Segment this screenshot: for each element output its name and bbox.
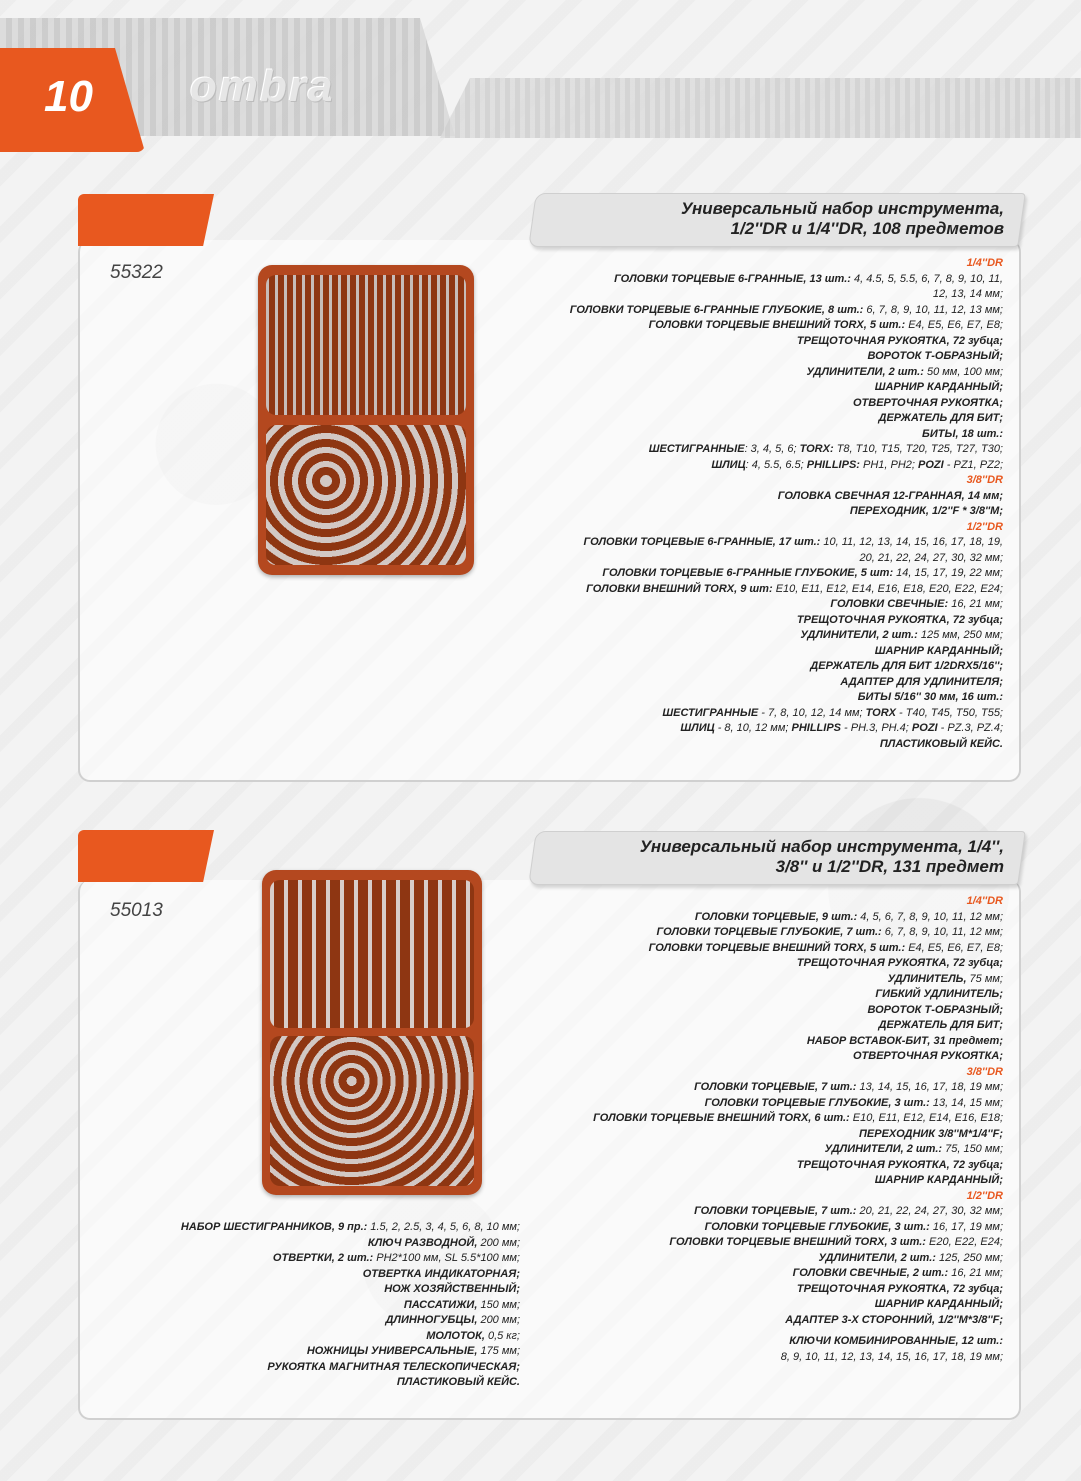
drive-size-heading: 1/2''DR bbox=[966, 520, 1003, 533]
spec-line: ШЛИЦ - 8, 10, 12 мм; PHILLIPS - PH.3, PH.4; POZI - PZ.3, PZ.4; bbox=[680, 722, 1003, 734]
spec-line: ГОЛОВКИ СВЕЧНЫЕ: 16, 21 мм; bbox=[830, 598, 1003, 610]
spec-line: НОЖНИЦЫ УНИВЕРСАЛЬНЫЕ, 175 мм; bbox=[306, 1345, 520, 1357]
spec-line: ГОЛОВКИ ТОРЦЕВЫЕ 6-ГРАННЫЕ, 13 шт.: 4, 4.5, 5, 5.5, 6, 7, 8, 9, 10, 11, bbox=[614, 272, 1003, 285]
section-tab bbox=[78, 830, 214, 882]
header-stripe-right bbox=[440, 78, 1081, 138]
spec-line: ШАРНИР КАРДАННЫЙ; bbox=[874, 644, 1003, 657]
spec-line: ВОРОТОК Т-ОБРАЗНЫЙ; bbox=[867, 1003, 1003, 1016]
drive-size-heading: 1/4''DR bbox=[966, 895, 1003, 907]
spec-line: ГОЛОВКИ ТОРЦЕВЫЕ ГЛУБОКИЕ, 3 шт.: 13, 14, 15 мм; bbox=[704, 1096, 1003, 1109]
spec-line: БИТЫ, 18 шт.: bbox=[922, 427, 1003, 440]
spec-line: НАБОР ВСТАВОК-БИТ, 31 предмет; bbox=[806, 1034, 1003, 1047]
page-number: 10 bbox=[44, 72, 93, 121]
drive-size-heading: 3/8''DR bbox=[966, 474, 1003, 486]
article-number: 55013 bbox=[110, 900, 163, 921]
spec-line: ТРЕЩОТОЧНАЯ РУКОЯТКА, 72 зубца; bbox=[796, 1158, 1003, 1171]
spec-line: ГОЛОВКИ ТОРЦЕВЫЕ ГЛУБОКИЕ, 3 шт.: 16, 17, 19 мм; bbox=[704, 1220, 1003, 1233]
spec-line: ГОЛОВКИ ТОРЦЕВЫЕ ГЛУБОКИЕ, 7 шт.: 6, 7, 8, 9, 10, 11, 12 мм; bbox=[656, 926, 1003, 938]
spec-line: УДЛИНИТЕЛЬ, 75 мм; bbox=[887, 972, 1003, 985]
spec-line: ТРЕЩОТОЧНАЯ РУКОЯТКА, 72 зубца; bbox=[796, 613, 1003, 626]
product-title bbox=[534, 837, 1004, 877]
spec-line: ГОЛОВКИ ТОРЦЕВЫЕ, 9 шт.: 4, 5, 6, 7, 8, 9, 10, 11, 12 мм; bbox=[694, 910, 1003, 923]
spec-line: ГОЛОВКИ СВЕЧНЫЕ, 2 шт.: 16, 21 мм; bbox=[792, 1267, 1003, 1279]
tool-case-image bbox=[258, 265, 474, 575]
spec-line: ДЛИННОГУБЦЫ, 200 мм; bbox=[385, 1314, 520, 1326]
case-base bbox=[270, 1036, 474, 1186]
spec-line: ШАРНИР КАРДАННЫЙ; bbox=[874, 1174, 1003, 1186]
spec-line: ГОЛОВКИ ТОРЦЕВЫЕ ВНЕШНИЙ TORX, 5 шт.: E4, E5, E6, E7, E8; bbox=[648, 941, 1003, 954]
spec-list bbox=[483, 894, 1003, 1365]
title-line-1: Универсальный набор инструмента, 1/4'', bbox=[639, 837, 1004, 856]
brand-logo: ombra bbox=[190, 62, 335, 111]
drive-size-heading: 1/2''DR bbox=[966, 1189, 1003, 1202]
spec-line: ТРЕЩОТОЧНАЯ РУКОЯТКА, 72 зубца; bbox=[796, 334, 1003, 347]
spec-line: ГОЛОВКИ ТОРЦЕВЫЕ ВНЕШНИЙ TORX, 3 шт.: E20, E22, E24; bbox=[669, 1236, 1003, 1248]
spec-line: ШАРНИР КАРДАННЫЙ; bbox=[874, 1298, 1003, 1310]
spec-line: ГОЛОВКИ ТОРЦЕВЫЕ 6-ГРАННЫЕ ГЛУБОКИЕ, 5 шт: 14, 15, 17, 19, 22 мм; bbox=[602, 567, 1003, 579]
spec-line: АДАПТЕР 3-Х СТОРОННИЙ, 1/2''M*3/8''F; bbox=[785, 1313, 1003, 1326]
spec-list-left bbox=[120, 1220, 520, 1391]
spec-line: МОЛОТОК, 0,5 кг; bbox=[426, 1329, 520, 1342]
spec-line: ДЕРЖАТЕЛЬ ДЛЯ БИТ; bbox=[878, 1019, 1003, 1031]
spec-line: ШЕСТИГРАННЫЕ - 7, 8, 10, 12, 14 мм; TORX - T40, T45, T50, T55; bbox=[662, 706, 1003, 719]
title-line-1: Универсальный набор инструмента, bbox=[680, 199, 1004, 218]
spec-line: ГОЛОВКИ ТОРЦЕВЫЕ, 7 шт.: 20, 21, 22, 24, 27, 30, 32 мм; bbox=[694, 1205, 1003, 1217]
spec-line: ГОЛОВКИ ТОРЦЕВЫЕ ВНЕШНИЙ TORX, 5 шт.: E4, E5, E6, E7, E8; bbox=[648, 319, 1003, 331]
spec-line: УДЛИНИТЕЛИ, 2 шт.: 125 мм, 250 мм; bbox=[800, 629, 1003, 641]
spec-line: РУКОЯТКА МАГНИТНАЯ ТЕЛЕСКОПИЧЕСКАЯ; bbox=[267, 1360, 520, 1373]
spec-line: БИТЫ 5/16'' 30 мм, 16 шт.: bbox=[857, 691, 1003, 703]
spec-line: ДЕРЖАТЕЛЬ ДЛЯ БИТ 1/2DRX5/16''; bbox=[810, 660, 1003, 672]
product-title bbox=[534, 199, 1004, 239]
spec-line: УДЛИНИТЕЛИ, 2 шт.: 50 мм, 100 мм; bbox=[806, 365, 1003, 378]
spec-list bbox=[483, 256, 1003, 752]
spec-line: ГОЛОВКА СВЕЧНАЯ 12-ГРАННАЯ, 14 мм; bbox=[777, 489, 1003, 502]
spec-line: КЛЮЧ РАЗВОДНОЙ, 200 мм; bbox=[367, 1236, 520, 1249]
spec-line: ГОЛОВКИ ВНЕШНИЙ TORX, 9 шт: E10, E11, E12, E14, E16, E18, E20, E22, E24; bbox=[586, 582, 1003, 595]
spec-line: ШАРНИР КАРДАННЫЙ; bbox=[874, 381, 1003, 393]
spec-line: УДЛИНИТЕЛИ, 2 шт.: 75, 150 мм; bbox=[824, 1143, 1003, 1155]
spec-line: УДЛИНИТЕЛИ, 2 шт.: 125, 250 мм; bbox=[818, 1251, 1003, 1264]
spec-line: ОТВЕРТКИ, 2 шт.: PH2*100 мм, SL 5.5*100 мм; bbox=[272, 1252, 520, 1264]
spec-line: ГОЛОВКИ ТОРЦЕВЫЕ, 7 шт.: 13, 14, 15, 16, 17, 18, 19 мм; bbox=[694, 1081, 1003, 1093]
section-tab bbox=[78, 194, 214, 246]
title-line-2: 3/8'' и 1/2''DR, 131 предмет bbox=[775, 857, 1004, 876]
tool-case-image bbox=[262, 870, 482, 1195]
spec-line: НОЖ ХОЗЯЙСТВЕННЫЙ; bbox=[384, 1283, 520, 1295]
spec-line: ОТВЕРТОЧНАЯ РУКОЯТКА; bbox=[852, 396, 1003, 409]
case-lid bbox=[270, 880, 474, 1028]
case-base bbox=[266, 425, 466, 565]
spec-line: ГОЛОВКИ ТОРЦЕВЫЕ 6-ГРАННЫЕ ГЛУБОКИЕ, 8 шт.: 6, 7, 8, 9, 10, 11, 12, 13 мм; bbox=[569, 303, 1003, 316]
spec-line: ТРЕЩОТОЧНАЯ РУКОЯТКА, 72 зубца; bbox=[796, 1282, 1003, 1295]
spec-line: ПАССАТИЖИ, 150 мм; bbox=[403, 1298, 520, 1311]
spec-line: ОТВЕРТКА ИНДИКАТОРНАЯ; bbox=[362, 1267, 520, 1280]
spec-line: 12, 13, 14 мм; bbox=[932, 288, 1003, 300]
spec-line: ПЕРЕХОДНИК 3/8''M*1/4''F; bbox=[858, 1127, 1003, 1140]
spec-line: НАБОР ШЕСТИГРАННИКОВ, 9 пр.: 1.5, 2, 2.5, 3, 4, 5, 6, 8, 10 мм; bbox=[180, 1221, 520, 1233]
spec-line: ДЕРЖАТЕЛЬ ДЛЯ БИТ; bbox=[878, 412, 1003, 424]
spec-line: АДАПТЕР ДЛЯ УДЛИНИТЕЛЯ; bbox=[840, 675, 1003, 688]
drive-size-heading: 1/4''DR bbox=[966, 257, 1003, 269]
spec-line: ПЛАСТИКОВЫЙ КЕЙС. bbox=[879, 737, 1003, 750]
spec-line: ГОЛОВКИ ТОРЦЕВЫЕ 6-ГРАННЫЕ, 17 шт.: 10, 11, 12, 13, 14, 15, 16, 17, 18, 19, bbox=[583, 536, 1003, 548]
spec-line: КЛЮЧИ КОМБИНИРОВАННЫЕ, 12 шт.: bbox=[789, 1335, 1003, 1347]
spec-line: ТРЕЩОТОЧНАЯ РУКОЯТКА, 72 зубца; bbox=[796, 957, 1003, 969]
spec-line: ВОРОТОК Т-ОБРАЗНЫЙ; bbox=[867, 350, 1003, 362]
title-line-2: 1/2''DR и 1/4''DR, 108 предметов bbox=[730, 219, 1004, 238]
spec-line: 20, 21, 22, 24, 27, 30, 32 мм; bbox=[859, 551, 1003, 564]
spec-line: ШЕСТИГРАННЫЕ: 3, 4, 5, 6; TORX: T8, T10, T15, T20, T25, T27, T30; bbox=[648, 443, 1003, 455]
spec-line: ГОЛОВКИ ТОРЦЕВЫЕ ВНЕШНИЙ TORX, 6 шт.: E10, E11, E12, E14, E16, E18; bbox=[593, 1112, 1003, 1124]
spec-line: 8, 9, 10, 11, 12, 13, 14, 15, 16, 17, 18, 19 мм; bbox=[780, 1350, 1003, 1363]
spec-line: ОТВЕРТОЧНАЯ РУКОЯТКА; bbox=[852, 1050, 1003, 1062]
case-lid bbox=[266, 275, 466, 415]
article-number: 55322 bbox=[110, 262, 163, 283]
spec-line: ПЛАСТИКОВЫЙ КЕЙС. bbox=[396, 1376, 520, 1388]
drive-size-heading: 3/8''DR bbox=[966, 1065, 1003, 1078]
spec-line: ПЕРЕХОДНИК, 1/2''F * 3/8''M; bbox=[849, 505, 1003, 517]
spec-line: ГИБКИЙ УДЛИНИТЕЛЬ; bbox=[875, 988, 1003, 1000]
spec-line: ШЛИЦ: 4, 5.5, 6.5; PHILLIPS: PH1, PH2; POZI - PZ1, PZ2; bbox=[711, 458, 1003, 471]
